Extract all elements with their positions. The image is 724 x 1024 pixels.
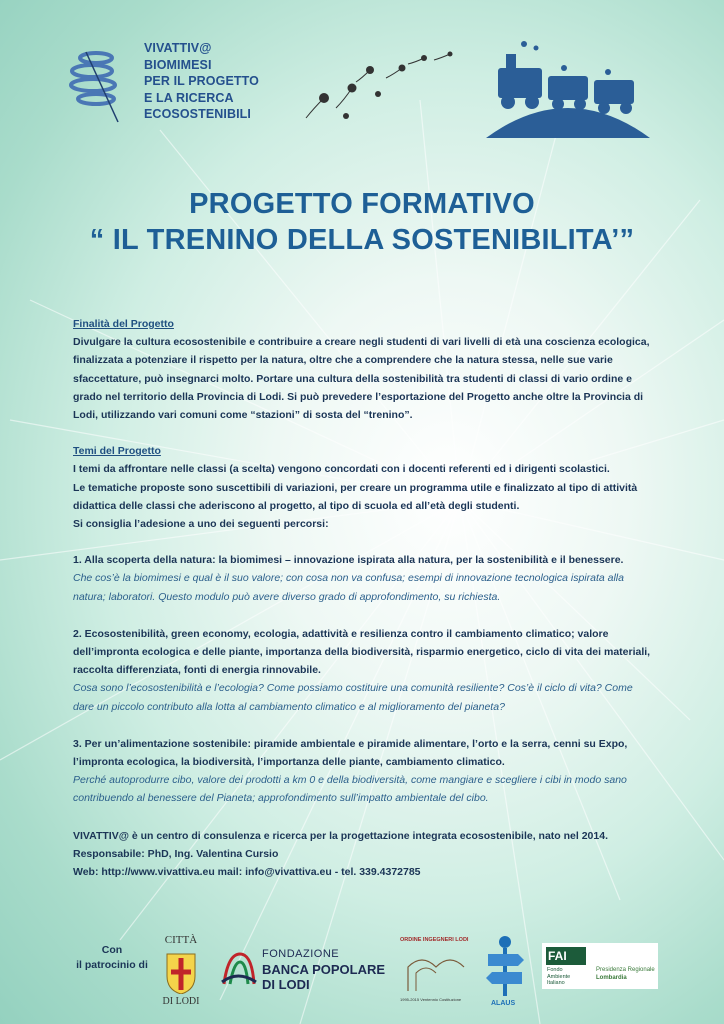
percorso-3-desc: contribuendo al benessere del Pianeta; approfondimento sull’impatto ambientale del cibo. (73, 792, 489, 805)
temi-line: Le tematiche proposte sono suscettibili di variazioni, per creare un programma utile e finalizzato al tipo di attività (73, 481, 638, 494)
title-line-2: “ IL TRENINO DELLA SOSTENIBILITA’” (89, 224, 635, 256)
percorso-3-desc: Perché autoprodurre cibo, valore dei prodotti a km 0 e della biodiversità, come mangiare e scegliere i cibi in modo sano (73, 774, 627, 787)
fondazione-text: FONDAZIONE (262, 948, 340, 960)
fai-sub-line: Fondo (547, 967, 563, 973)
fai-subtitle (547, 967, 570, 987)
fai-mark: FAI (546, 947, 586, 965)
temi-line: I temi da affrontare nelle classi (a scelta) vengono concordati con i docenti referenti ed i dirigenti scolastici. (73, 463, 610, 476)
citta-bottom-text: DI LODI (162, 996, 200, 1007)
fai-region-line: Presidenza Regionale (596, 967, 655, 973)
temi-heading: Temi del Progetto (73, 445, 161, 458)
org-line: VIVATTIV@ (144, 41, 212, 55)
percorso-3-title: l’impronta ecologica, la biodiversità, l’importanza delle piante, cambiamento climatico. (73, 756, 505, 769)
vivattiva-logo-icon (66, 44, 126, 126)
temi-line: didattica delle classi che aderiscono al progetto, al tipo di scuola ed all’età degli studenti. (73, 499, 520, 512)
alaus-logo (484, 934, 526, 1014)
fai-logo (542, 943, 658, 989)
citta-di-lodi-logo (157, 934, 205, 1012)
patrocinio-line: Con (101, 944, 123, 956)
percorso-2-title: dell’impronta ecologica e delle piante, importanza della biodiversità, risparmio energetico, ciclo di vita dei materiali, (73, 646, 651, 659)
patrocinio-label (72, 943, 152, 973)
percorso-2-desc: Cosa sono l’ecosostenibilità e l’ecologia? Come possiamo costituire una comunità resiliente? Cos’è il ciclo di vita? Come (73, 682, 633, 695)
percorso-1-desc: natura; laboratori. Questo modulo può avere diverso grado di approfondimento, su richiesta. (73, 590, 501, 603)
lodi-crest-icon (165, 950, 197, 994)
ordine-subtitle: 1995-2015 Ventennio Costituzione (400, 997, 462, 1002)
contact-line: VIVATTIV@ è un centro di consulenza e ricerca per la progettazione integrata ecosostenibile, nato nel 2014. (73, 829, 608, 842)
patrocinio-line: il patrocinio di (76, 959, 148, 971)
contact-line: Web: http://www.vivattiva.eu mail: info@vivattiva.eu - tel. 339.4372785 (73, 866, 421, 879)
fondazione-mark-icon (220, 948, 258, 988)
fai-sub-line: Ambiente (547, 973, 571, 980)
dandelion-seeds-icon (286, 48, 466, 126)
finalita-heading: Finalità del Progetto (73, 318, 174, 330)
finalita-line: finalizzata a potenziare il rispetto per la natura, oltre che a comprendere che la natura stessa, nelle sue varie (73, 354, 613, 367)
alaus-signpost-icon (484, 934, 526, 998)
temi-line: Si consiglia l’adesione a uno dei seguenti percorsi: (73, 518, 329, 531)
org-line: E LA RICERCA (144, 90, 234, 105)
percorso-2-title: raccolta differenziata, fonti di energia rinnovabile. (73, 664, 321, 677)
percorso-2-desc: dare un piccolo contributo alla lotta al cambiamento climatico e al miglioramento del pianeta? (73, 700, 505, 713)
title-line-1: PROGETTO FORMATIVO (189, 188, 535, 220)
fondazione-text: BANCA POPOLARE (262, 962, 386, 977)
train-icon (484, 38, 652, 138)
org-line: PER IL PROGETTO (144, 74, 259, 88)
org-line: ECOSOSTENIBILI (144, 107, 251, 121)
fondazione-text: DI LODI (262, 977, 310, 992)
finalita-line: sfaccettature, può insegnarci molto. Portare una cultura della sostenibilità tra studenti di classi di vario ordine e (73, 372, 632, 385)
ordine-ingegneri-logo (400, 937, 472, 1011)
percorso-3-title: 3. Per un’alimentazione sostenibile: piramide ambientale e piramide alimentare, l’orto e la serra, cenni su Expo, (73, 737, 628, 750)
fai-region-line: Lombardia (596, 975, 627, 981)
finalita-line: Divulgare la cultura ecosostenibile e contribuire a creare negli studenti di vari livelli di età una coscienza ecologica, (73, 336, 650, 349)
document-body (73, 315, 673, 881)
percorso-1-title: 1. Alla scoperta della natura: la biomimesi – innovazione ispirata alla natura, per la sostenibilità e il benessere. (73, 554, 624, 567)
citta-top-text: CITTÀ (164, 934, 198, 946)
org-line: BIOMIMESI (144, 57, 212, 72)
finalita-line: Lodi, utilizzando vari comuni come “stazioni” di sosta del “trenino”. (73, 409, 413, 422)
fai-sub-line: Italiano (547, 980, 565, 986)
percorso-1-desc: Che cos’è la biomimesi e qual è il suo valore; con cosa non va confusa; esempi di innovazione tecnologica ispirata alla (73, 572, 624, 585)
ordine-title: ORDINE INGEGNERI LODI (400, 937, 469, 943)
contact-line: Responsabile: PhD, Ing. Valentina Cursio (73, 847, 279, 860)
finalita-line: grado nel territorio della Provincia di Lodi. Si può prevedere l’esportazione del Progetto anche oltre la Provincia di (73, 390, 644, 403)
alaus-label: ALAUS (491, 1000, 516, 1007)
percorso-2-title: 2. Ecosostenibilità, green economy, ecologia, adattività e resilienza contro il cambiamento climatico; valore (73, 627, 609, 640)
ordine-mark-icon (402, 947, 470, 995)
page-title (0, 186, 724, 258)
fondazione-bpl-logo (220, 944, 395, 994)
